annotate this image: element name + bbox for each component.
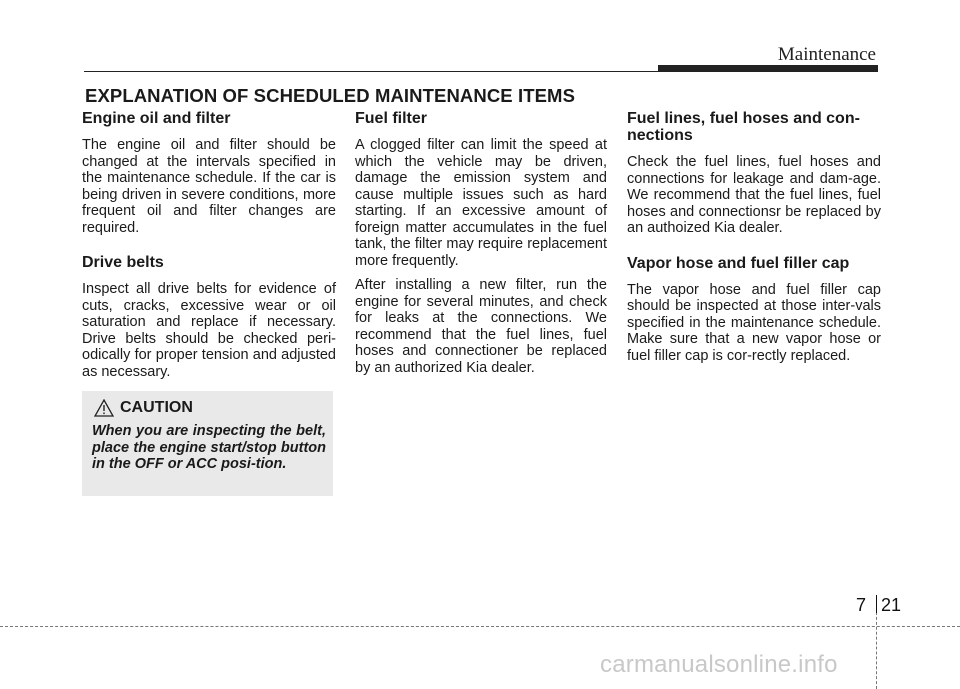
engine-oil-heading: Engine oil and filter bbox=[82, 110, 231, 127]
caution-text: When you are inspecting the belt, place the engine start/stop button in the OFF or ACC posi-tion. bbox=[92, 423, 326, 472]
vapor-hose-heading: Vapor hose and fuel filler cap bbox=[627, 254, 850, 272]
caution-title: CAUTION bbox=[120, 399, 193, 416]
warning-triangle-icon bbox=[94, 399, 114, 417]
fuel-lines-heading: Fuel lines, fuel hoses and con-nections bbox=[627, 110, 860, 144]
section-heading: EXPLANATION OF SCHEDULED MAINTENANCE ITEMS bbox=[85, 85, 576, 106]
fuel-filter-heading: Fuel filter bbox=[355, 110, 428, 127]
column-middle bbox=[355, 110, 607, 376]
footer-dashed-rule bbox=[0, 626, 960, 627]
caution-box bbox=[82, 391, 333, 496]
fuel-filter-text-2: After installing a new filter, run the engine for several minutes, and check for leaks at the connections. We recommend that the fuel lines, fuel hoses and connectioner be replaced by an authorized Kia dealer. bbox=[355, 277, 607, 376]
watermark: carmanualsonline.info bbox=[600, 651, 838, 678]
drive-belts-heading: Drive belts bbox=[82, 254, 164, 271]
header-bar bbox=[658, 65, 878, 72]
vapor-hose-text: The vapor hose and fuel filler cap should be inspected at those inter-vals specified in the maintenance schedule. Make sure that a new vapor hose or fuel filler cap is cor-rectly replaced. bbox=[627, 281, 881, 364]
running-header-title: Maintenance bbox=[777, 44, 876, 65]
column-right bbox=[627, 110, 881, 364]
engine-oil-text: The engine oil and filter should be changed at the intervals specified in the maintenance schedule. If the car is being driven in severe conditions, more frequent oil and filter changes are required. bbox=[82, 137, 336, 236]
page-number-divider bbox=[876, 595, 877, 613]
chapter-number: 7 bbox=[856, 595, 867, 615]
fuel-lines-text: Check the fuel lines, fuel hoses and connections for leakage and dam-age. We recommend that the fuel lines, fuel hoses and connectionsr be replaced by an authoized Kia dealer. bbox=[627, 154, 881, 236]
fuel-filter-text: A clogged filter can limit the speed at which the vehicle may be driven, damage the emission system and cause multiple issues such as hard starting. If an excessive amount of foreign matter accumulates in the fuel tank, the filter may require replacement more frequently. bbox=[355, 137, 607, 269]
header-rule bbox=[84, 71, 658, 72]
footer-dashed-separator bbox=[876, 612, 877, 689]
page-number: 21 bbox=[881, 595, 902, 615]
column-left bbox=[82, 110, 336, 380]
drive-belts-text: Inspect all drive belts for evidence of cuts, cracks, excessive wear or oil saturation and replace if necessary. Drive belts should be checked peri-odically for proper tension and adjusted as necessary. bbox=[82, 281, 336, 380]
